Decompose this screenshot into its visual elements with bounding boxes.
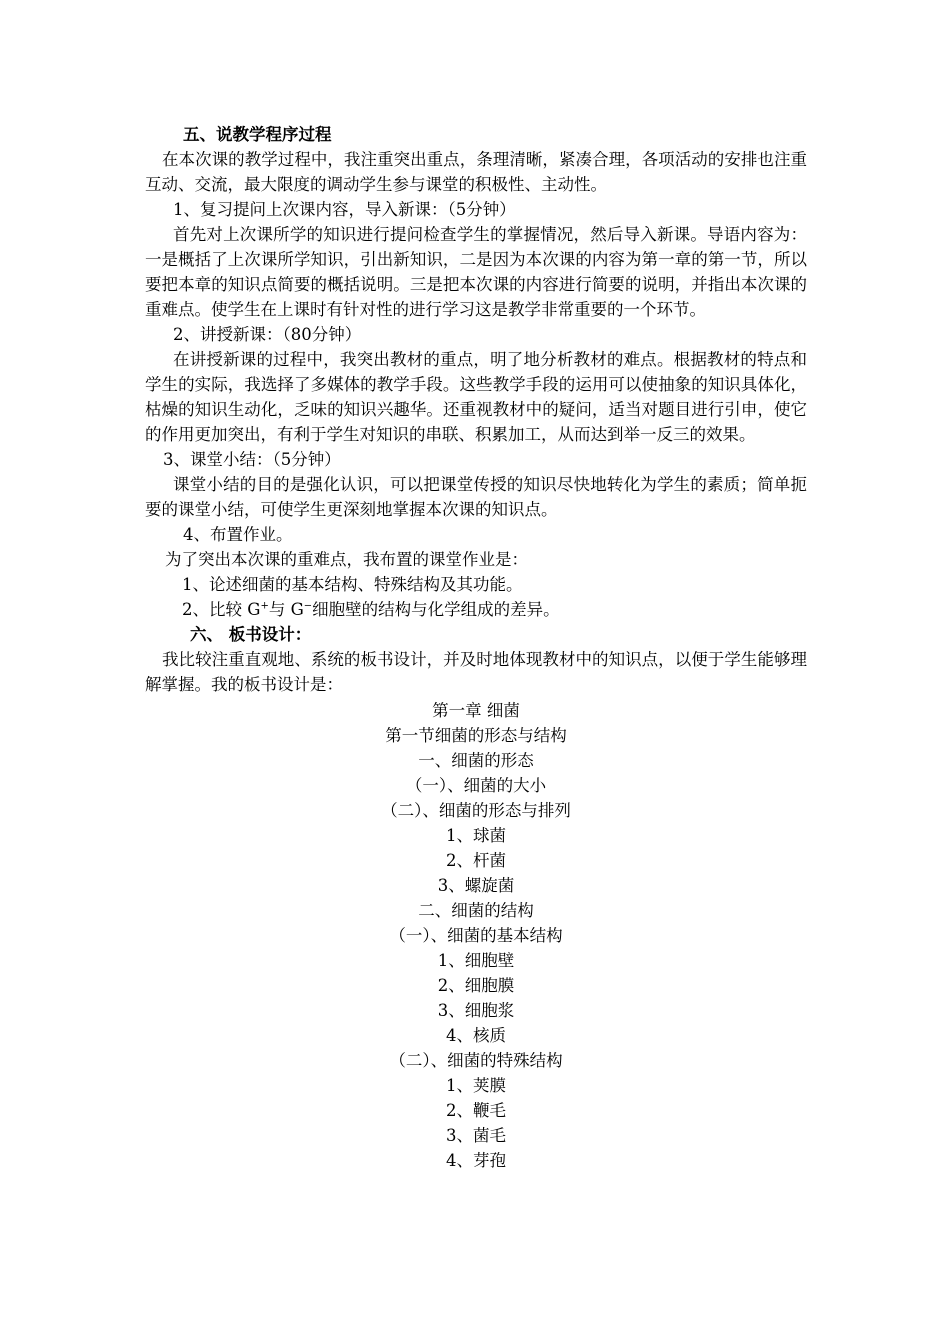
document-body bbox=[145, 122, 807, 1173]
step-3-body: 课堂小结的目的是强化认识，可以把课堂传授的知识尽快地转化为学生的素质；简单扼要的课堂小结，可使学生更深刻地掌握本次课的知识点。 bbox=[145, 475, 807, 519]
outline-item: （一）、细菌的大小 bbox=[405, 776, 547, 795]
step-4-title: 4、布置作业。 bbox=[183, 525, 293, 544]
outline-item: 2、鞭毛 bbox=[446, 1101, 506, 1120]
outline-item: （一）、细菌的基本结构 bbox=[389, 926, 563, 945]
section-6-heading: 六、 板书设计： bbox=[190, 625, 312, 644]
step-1-title: 1、复习提问上次课内容，导入新课：（5分钟） bbox=[173, 200, 516, 219]
outline-item: 4、芽孢 bbox=[446, 1151, 506, 1170]
board-outline bbox=[145, 698, 807, 1173]
outline-item: 3、螺旋菌 bbox=[437, 876, 515, 895]
outline-item: 1、细胞壁 bbox=[437, 951, 515, 970]
step-2-body: 在讲授新课的过程中，我突出教材的重点，明了地分析教材的难点。根据教材的特点和学生的实际，我选择了多媒体的教学手段。这些教学手段的运用可以使抽象的知识具体化，枯燥的知识生动化，乏味的知识兴趣华。还重视教材中的疑问，适当对题目进行引申，使它的作用更加突出，有利于学生对知识的串联、积累加工，从而达到举一反三的效果。 bbox=[145, 350, 807, 444]
outline-item: 1、球菌 bbox=[446, 826, 506, 845]
homework-item-2-part-c: 细胞壁的结构与化学组成的差异。 bbox=[312, 600, 560, 619]
outline-item: 3、细胞浆 bbox=[437, 1001, 515, 1020]
homework-intro: 为了突出本次课的重难点，我布置的课堂作业是： bbox=[165, 550, 528, 569]
homework-item-2-part-b: 与 G bbox=[268, 600, 304, 619]
section-5-intro: 在本次课的教学过程中，我注重突出重点，条理清晰，紧凑合理，各项活动的安排也注重互动、交流，最大限度的调动学生参与课堂的积极性、主动性。 bbox=[145, 150, 807, 194]
outline-item: 2、杆菌 bbox=[446, 851, 506, 870]
step-2-title: 2、讲授新课：（80分钟） bbox=[173, 325, 362, 344]
outline-item: 二、细菌的结构 bbox=[418, 901, 534, 920]
section-5-heading: 五、说教学程序过程 bbox=[183, 125, 332, 144]
step-1-body: 首先对上次课所学的知识进行提问检查学生的掌握情况，然后导入新课。导语内容为：一是概括了上次课所学知识，引出新知识，二是因为本次课的内容为第一章的第一节，所以要把本章的知识点简要的概括说明。三是把本次课的内容进行简要的说明，并指出本次课的重难点。使学生在上课时有针对性的进行学习这是教学非常重要的一个环节。 bbox=[145, 225, 807, 319]
homework-item-1: 1、论述细菌的基本结构、特殊结构及其功能。 bbox=[182, 575, 523, 594]
outline-section: 第一节细菌的形态与结构 bbox=[385, 726, 567, 745]
outline-item: 一、细菌的形态 bbox=[418, 751, 534, 770]
gram-positive-sup: + bbox=[260, 600, 269, 612]
homework-item-2 bbox=[145, 597, 807, 622]
outline-item: 1、荚膜 bbox=[446, 1076, 506, 1095]
outline-item: （二）、细菌的特殊结构 bbox=[389, 1051, 563, 1070]
outline-item: 4、核质 bbox=[446, 1026, 506, 1045]
step-3-title: 3、课堂小结：（5分钟） bbox=[163, 450, 341, 469]
outline-item: 2、细胞膜 bbox=[437, 976, 515, 995]
gram-negative-sup: − bbox=[303, 600, 313, 612]
outline-item: 3、菌毛 bbox=[446, 1126, 506, 1145]
outline-item: （二）、细菌的形态与排列 bbox=[381, 801, 571, 820]
section-6-intro: 我比较注重直观地、系统的板书设计，并及时地体现教材中的知识点，以便于学生能够理解掌握。我的板书设计是： bbox=[145, 650, 807, 694]
outline-chapter: 第一章 细菌 bbox=[432, 701, 520, 720]
homework-item-2-part-a: 2、比较 G bbox=[182, 600, 261, 619]
